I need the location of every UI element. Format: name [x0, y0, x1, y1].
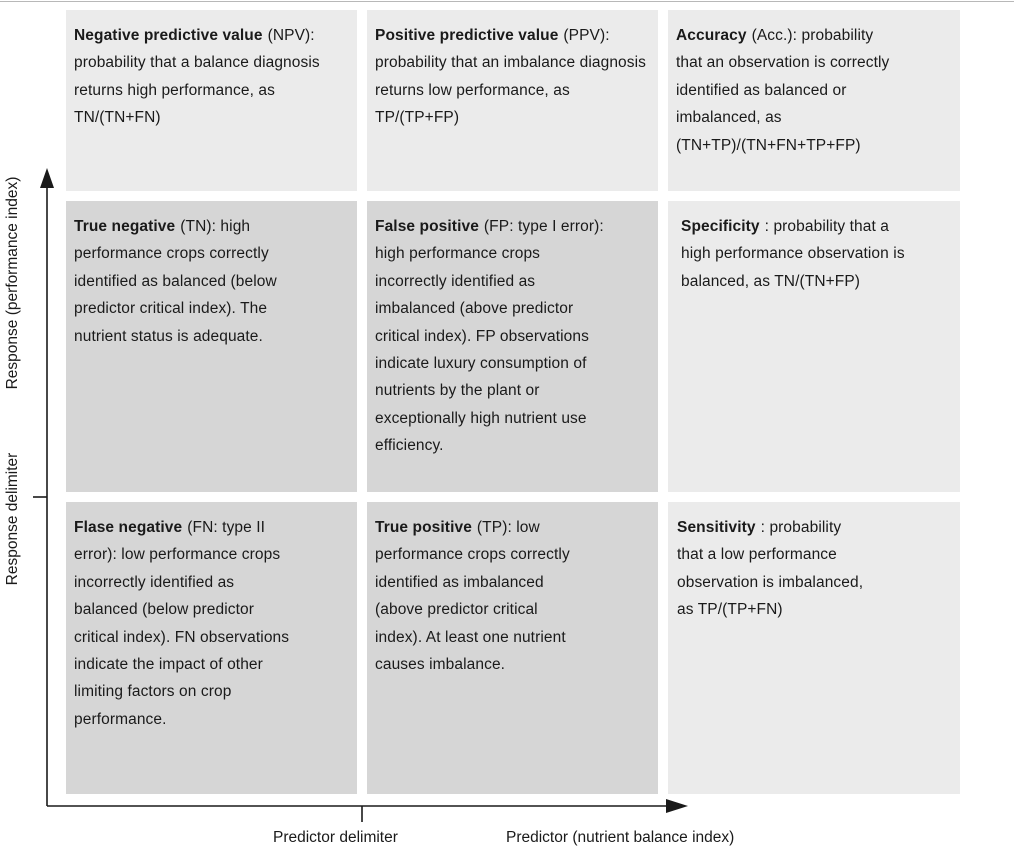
- response-delimiter-label: Response delimiter: [4, 452, 21, 586]
- y-axis-arrowhead: [40, 168, 54, 188]
- sensitivity-text: : probability that a low performance observation is imbalanced, as TP/(TP+FN): [677, 519, 864, 619]
- npv-term: Negative predictive value: [74, 27, 263, 44]
- true-negative-term: True negative: [74, 218, 176, 235]
- ppv-text: (PPV): probability that an imbalance diagnosis returns low performance, as TP/(TP+FP): [375, 27, 647, 127]
- ppv-term: Positive predictive value: [375, 27, 559, 44]
- true-negative-text: (TN): high performance crops correctly identified as balanced (below predictor critical index). The nutrient status is adequate.: [74, 218, 277, 345]
- specificity-text: : probability that a high performance observation is balanced, as TN/(TN+FP): [681, 218, 905, 290]
- false-positive-text: (FP: type I error): high performance crops incorrectly identified as imbalanced (above predictor critical index). FP observations indicate luxury consumption of nutrients by the plant or exceptionally high nutrient use efficiency.: [375, 218, 604, 455]
- x-axis-arrowhead: [666, 799, 688, 813]
- y-axis-label: Response (performance index): [4, 176, 21, 390]
- accuracy-term: Accuracy: [676, 27, 747, 44]
- true-positive-term: True positive: [375, 519, 472, 536]
- true-positive-text: (TP): low performance crops correctly identified as imbalanced (above predictor critical index). At least one nutrient causes imbalance.: [375, 519, 570, 674]
- sensitivity-term: Sensitivity: [677, 519, 756, 536]
- accuracy-text: (Acc.): probability that an observation is correctly identified as balanced or imbalanced, as (TN+TP)/(TN+FN+TP+FP): [676, 27, 890, 154]
- false-positive-term: False positive: [375, 218, 479, 235]
- x-axis-label: Predictor (nutrient balance index): [506, 829, 735, 846]
- false-negative-text: (FN: type II error): low performance crops incorrectly identified as balanced (below predictor critical index). FN observations indicate the impact of other limiting factors on crop performance.: [74, 519, 290, 728]
- specificity-term: Specificity: [681, 218, 760, 235]
- false-negative-term: Flase negative: [74, 519, 183, 536]
- npv-text: (NPV): probability that a balance diagnosis returns high performance, as TN/(TN+FN): [74, 27, 320, 127]
- predictor-delimiter-label: Predictor delimiter: [273, 829, 398, 846]
